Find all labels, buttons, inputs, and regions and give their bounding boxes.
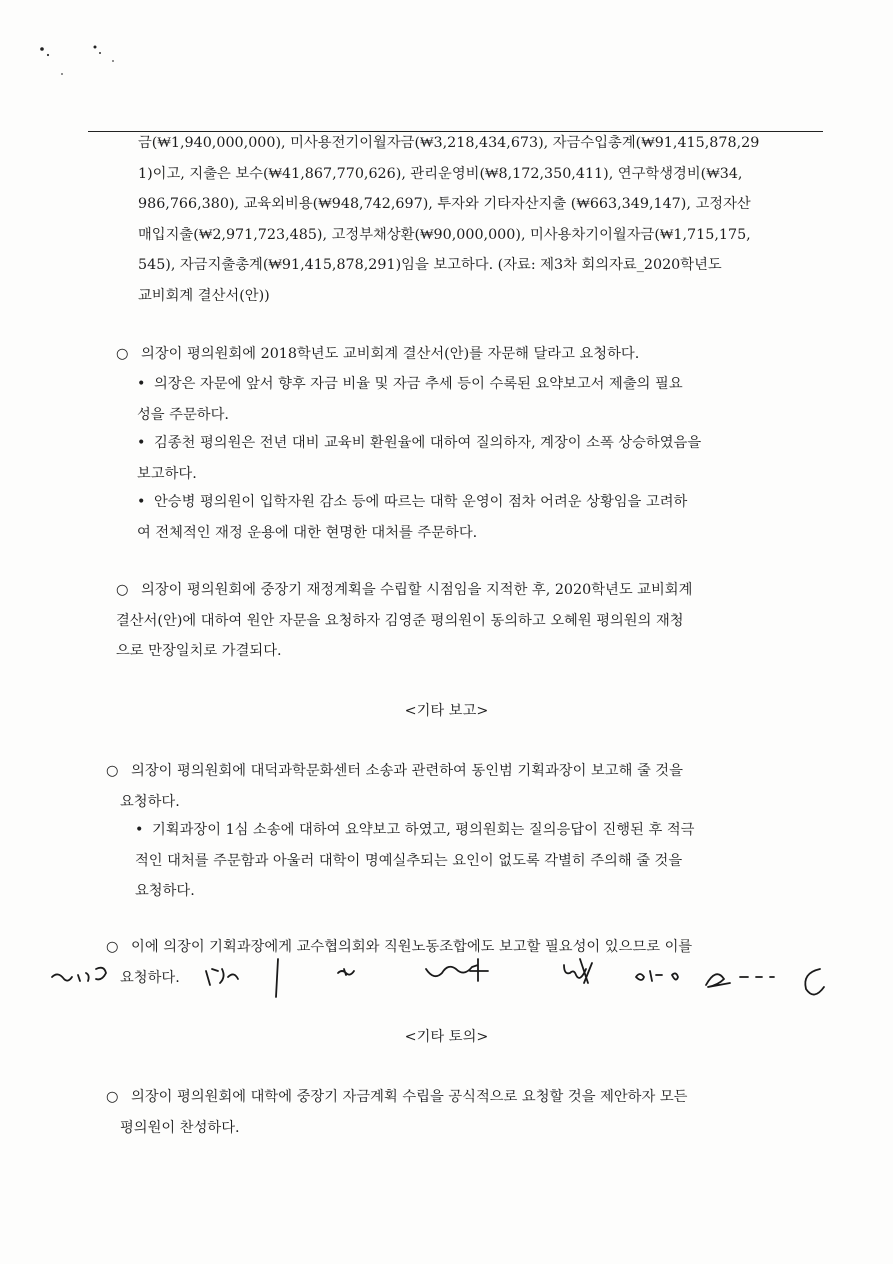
- text-line: 의장이 평의원회에 대학에 중장기 자금계획 수립을 공식적으로 요청할 것을 제안하자 모든: [131, 1089, 688, 1105]
- text-line: 금(₩1,940,000,000), 미사용전기이월자금(₩3,218,434,673), 자금수입총계(₩91,415,878,29: [138, 135, 760, 151]
- continuation-paragraph: [138, 128, 823, 311]
- sub-item: [137, 428, 822, 489]
- circle-bullet: ○: [116, 582, 129, 598]
- agenda-item: [116, 339, 826, 370]
- text-line: 986,766,380), 교육외비용(₩948,742,697), 투자와 기타자산지출 (₩663,349,147), 고정자산: [138, 196, 751, 212]
- text-line: 의장이 평의원회에 대덕과학문화센터 소송과 관련하여 동인범 기획과장이 보고해 줄 것을: [131, 763, 683, 779]
- agenda-item: [106, 1082, 826, 1143]
- handwritten-initials-icon: [0, 955, 893, 1005]
- dot-bullet: •: [137, 435, 146, 451]
- text-line: 1)이고, 지출은 보수(₩41,867,770,626), 관리운영비(₩8,172,350,411), 연구학생경비(₩34,: [138, 165, 743, 182]
- text-line: 으로 만장일치로 가결되다.: [116, 643, 282, 659]
- text-line: 의장이 평의원회에 2018학년도 교비회계 결산서(안)를 자문해 달라고 요청하다.: [141, 346, 640, 362]
- text-line: 요청하다.: [135, 883, 195, 899]
- text-line: 보고하다.: [137, 465, 197, 482]
- dot-bullet: •: [135, 822, 144, 838]
- circle-bullet: ○: [116, 346, 129, 362]
- text-line: 결산서(안)에 대하여 원안 자문을 요청하자 김영준 평의원이 동의하고 오혜원 평의원의 재청: [116, 612, 684, 629]
- text-line: 교비회계 결산서(안)): [138, 287, 270, 304]
- agenda-item: [106, 756, 826, 817]
- section-heading-other-discussion: <기타 토의>: [404, 1029, 489, 1045]
- scan-specks-icon: [0, 0, 140, 90]
- text-line: 여 전체적인 재정 운용에 대한 현명한 대처를 주문하다.: [137, 524, 478, 541]
- text-line: 의장은 자문에 앞서 향후 자금 비율 및 자금 추세 등이 수록된 요약보고서 제출의 필요: [153, 376, 683, 392]
- text-line: 545), 자금지출총계(₩91,415,878,291)임을 보고하다. (자료: 제3차 회의자료_2020학년도: [138, 257, 722, 273]
- text-line: 요청하다.: [120, 793, 180, 810]
- text-line: 매입지출(₩2,971,723,485), 고정부채상환(₩90,000,000), 미사용차기이월자금(₩1,715,175,: [138, 226, 751, 243]
- text-line: 성을 주문하다.: [137, 406, 229, 423]
- text-line: 안승병 평의원이 입학자원 감소 등에 따르는 대학 운영이 점차 어려운 상황임을 고려하: [153, 494, 688, 510]
- circle-bullet: ○: [106, 1089, 119, 1105]
- agenda-item: [116, 575, 826, 667]
- section-heading-other-report: <기타 보고>: [404, 703, 489, 719]
- dot-bullet: •: [137, 376, 146, 392]
- sub-item: [135, 815, 825, 907]
- text-line: 평의원이 찬성하다.: [120, 1119, 240, 1136]
- text-line: 의장이 평의원회에 중장기 재정계획을 수립할 시점임을 지적한 후, 2020학년도 교비회계: [141, 582, 693, 598]
- sub-item: [137, 487, 822, 548]
- text-line: 요청하다.: [120, 969, 180, 986]
- circle-bullet: ○: [106, 939, 119, 955]
- text-line: 적인 대처를 주문함과 아울러 대학이 명예실추되는 요인이 없도록 각별히 주의해 줄 것을: [135, 852, 683, 869]
- dot-bullet: •: [137, 494, 146, 510]
- text-line: 김종천 평의원은 전년 대비 교육비 환원율에 대하여 질의하자, 계장이 소폭 상승하였음을: [153, 435, 702, 451]
- circle-bullet: ○: [106, 763, 119, 779]
- sub-item: [137, 369, 822, 430]
- text-line: 기획과장이 1심 소송에 대하여 요약보고 하였고, 평의원회는 질의응답이 진행된 후 적극: [151, 822, 695, 838]
- text-line: 이에 의장이 기획과장에게 교수협의회와 직원노동조합에도 보고할 필요성이 있으므로 이를: [131, 939, 693, 955]
